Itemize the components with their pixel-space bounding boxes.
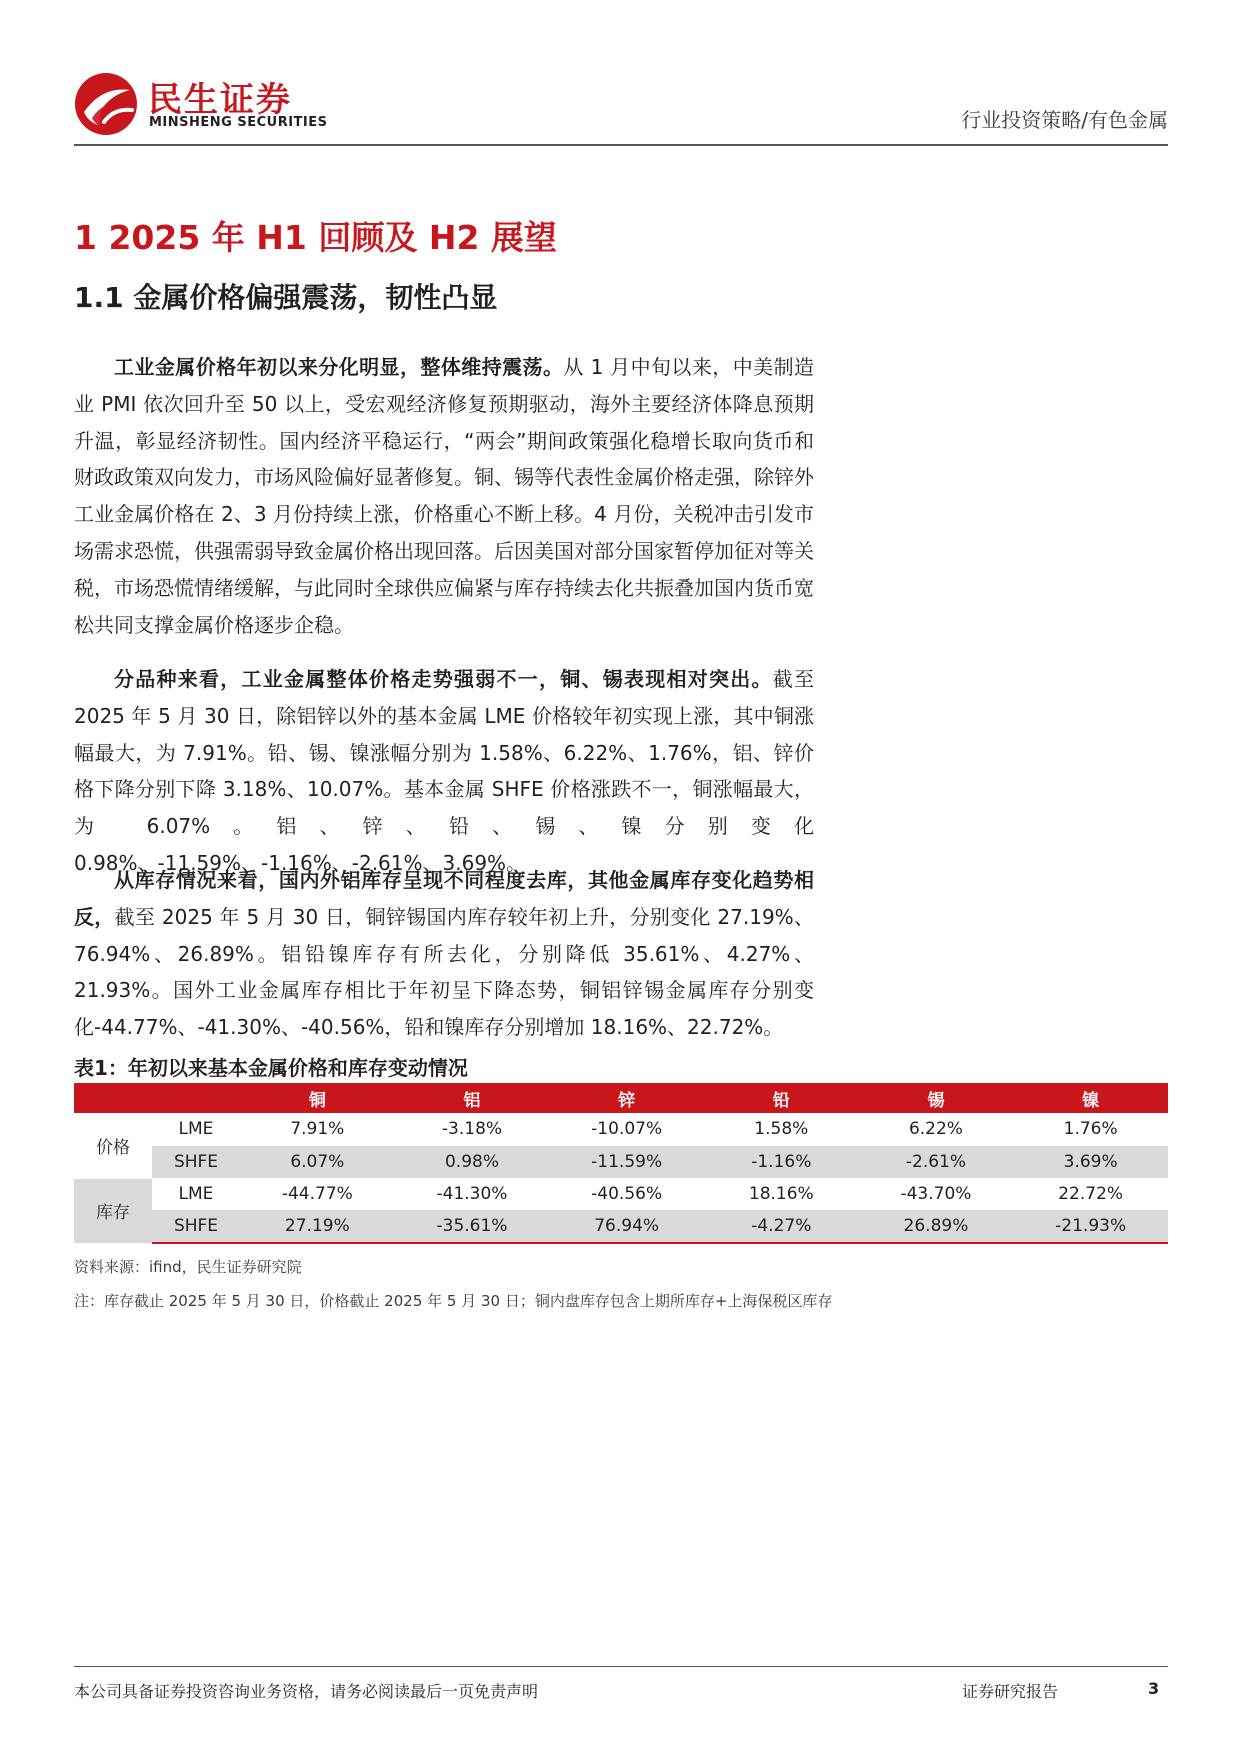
value-cell: -1.16% xyxy=(704,1146,859,1179)
table-header-cell: 镍 xyxy=(1013,1083,1168,1113)
exchange-cell: SHFE xyxy=(152,1210,240,1243)
table-source: 资料来源：ifind，民生证券研究院 xyxy=(74,1258,302,1276)
group-label-stock: 库存 xyxy=(74,1178,152,1243)
value-cell: -3.18% xyxy=(395,1113,550,1146)
value-cell: 7.91% xyxy=(240,1113,395,1146)
value-cell: 18.16% xyxy=(748,1184,814,1204)
table-header-cell xyxy=(74,1083,152,1113)
table-row xyxy=(74,1113,1168,1146)
paragraph-1 xyxy=(74,349,814,643)
table-header-row xyxy=(74,1083,1168,1113)
brand-name-en: MINSHENG SECURITIES xyxy=(149,115,328,130)
value-cell: -35.61% xyxy=(395,1210,550,1243)
value-cell: -43.70% xyxy=(900,1184,972,1204)
value-cell: -40.56% xyxy=(591,1184,663,1204)
table-row xyxy=(74,1210,1168,1243)
value-cell: -10.07% xyxy=(549,1113,704,1146)
subsection-title: 1.1 金属价格偏强震荡，韧性凸显 xyxy=(74,281,498,314)
value-cell: -41.30% xyxy=(436,1184,508,1204)
footer-disclaimer: 本公司具备证券投资咨询业务资格，请务必阅读最后一页免责声明 xyxy=(74,1682,539,1701)
table-header-cell: 锡 xyxy=(859,1083,1014,1113)
value-cell: 26.89% xyxy=(859,1210,1014,1243)
page-header xyxy=(74,68,1168,144)
value-cell: 3.69% xyxy=(1013,1146,1168,1179)
table-header-cell: 铜 xyxy=(240,1083,395,1113)
page-number: 3 xyxy=(1148,1679,1160,1698)
paragraph-1-text: 从 1 月中旬以来，中美制造业 PMI 依次回升至 50 以上，受宏观经济修复预期驱动，海外主要经济体降息预期升温，彰显经济韧性。国内经济平稳运行，“两会”期间政策强化稳增长取向货币和财政政策双向发力，市场风险偏好显著修复。铜、锡等代表性金属价格走强，除锌外工业金属价格在 2、3 月份持续上涨，价格重心不断上移。4 月份，关税冲击引发市场需求恐慌，供强需弱导致金属价格出现回落。后因美国对部分国家暂停加征对等关税，市场恐慌情绪缓解，与此同时全球供应偏紧与库存持续去化共振叠加国内货币宽松共同支撑金属价格逐步企稳。 xyxy=(74,355,814,637)
paragraph-3-lead: 从库存情况来看，国内外铝库存呈现不同程度去库，其他金属库存变化趋势相反， xyxy=(74,868,814,929)
value-cell: -21.93% xyxy=(1013,1210,1168,1243)
paragraph-3-text: 截至 2025 年 5 月 30 日，铜锌锡国内库存较年初上升，分别变化 27.19%、76.94%、26.89%。铝铅镍库存有所去化，分别降低 35.61%、4.27%、21.93%。国外工业金属库存相比于年初呈下降态势，铜铝锌锡金属库存分别变化-44.77%、-41.30%、-40.56%，铅和镍库存分别增加 18.16%、22.72%。 xyxy=(74,904,814,1040)
table-header-cell: 铝 xyxy=(395,1083,550,1113)
minsheng-logo-icon xyxy=(74,72,138,136)
table-header-cell: 铅 xyxy=(704,1083,859,1113)
value-cell: -11.59% xyxy=(549,1146,704,1179)
value-cell: -4.27% xyxy=(704,1210,859,1243)
value-cell: 76.94% xyxy=(549,1210,704,1243)
table-row xyxy=(74,1178,1168,1210)
table-note: 注：库存截止 2025 年 5 月 30 日，价格截止 2025 年 5 月 30 日；铜内盘库存包含上期所库存+上海保税区库存 xyxy=(74,1292,833,1310)
table-header-cell: 锌 xyxy=(549,1083,704,1113)
value-cell: -2.61% xyxy=(859,1146,1014,1179)
header-divider xyxy=(74,144,1168,146)
footer-divider xyxy=(74,1666,1168,1667)
paragraph-2-text: 截至 2025 年 5 月 30 日，除铝锌以外的基本金属 LME 价格较年初实现上涨，其中铜涨幅最大，为 7.91%。铅、锡、镍涨幅分别为 1.58%、6.22%、1.76%，铝、锌价格下降分别下降 3.18%、10.07%。基本金属 SHFE 价格涨跌不一，铜涨幅最大，为 6.07%。铝、锌、铅、锡、镍分别变化 0.98%、-11.59%、-1.16%、-2.61%、3.69%。 xyxy=(74,667,814,875)
footer-report-type: 证券研究报告 xyxy=(962,1682,1059,1701)
value-cell: 22.72% xyxy=(1058,1184,1124,1204)
brand-name-cn: 民生证券 xyxy=(148,80,292,120)
paragraph-2-lead: 分品种来看，工业金属整体价格走势强弱不一，铜、锡表现相对突出。 xyxy=(114,667,773,691)
paragraph-2 xyxy=(74,661,814,882)
value-cell: 6.22% xyxy=(859,1113,1014,1146)
value-cell: 0.98% xyxy=(395,1146,550,1179)
table-header-cell xyxy=(152,1083,240,1113)
paragraph-1-lead: 工业金属价格年初以来分化明显，整体维持震荡。 xyxy=(114,355,564,379)
exchange-cell: LME xyxy=(152,1113,240,1146)
value-cell: 1.58% xyxy=(704,1113,859,1146)
exchange-cell: LME xyxy=(178,1184,214,1204)
exchange-cell: SHFE xyxy=(152,1146,240,1179)
group-label-price: 价格 xyxy=(74,1113,152,1178)
value-cell: 27.19% xyxy=(240,1210,395,1243)
report-category: 行业投资策略/有色金属 xyxy=(961,108,1168,132)
table-title: 表1：年初以来基本金属价格和库存变动情况 xyxy=(74,1056,468,1080)
section-title: 1 2025 年 H1 回顾及 H2 展望 xyxy=(74,218,557,257)
value-cell: -44.77% xyxy=(281,1184,353,1204)
metal-change-table xyxy=(74,1083,1168,1244)
value-cell: 6.07% xyxy=(240,1146,395,1179)
table-row xyxy=(74,1146,1168,1179)
value-cell: 1.76% xyxy=(1013,1113,1168,1146)
paragraph-3 xyxy=(74,862,814,1046)
